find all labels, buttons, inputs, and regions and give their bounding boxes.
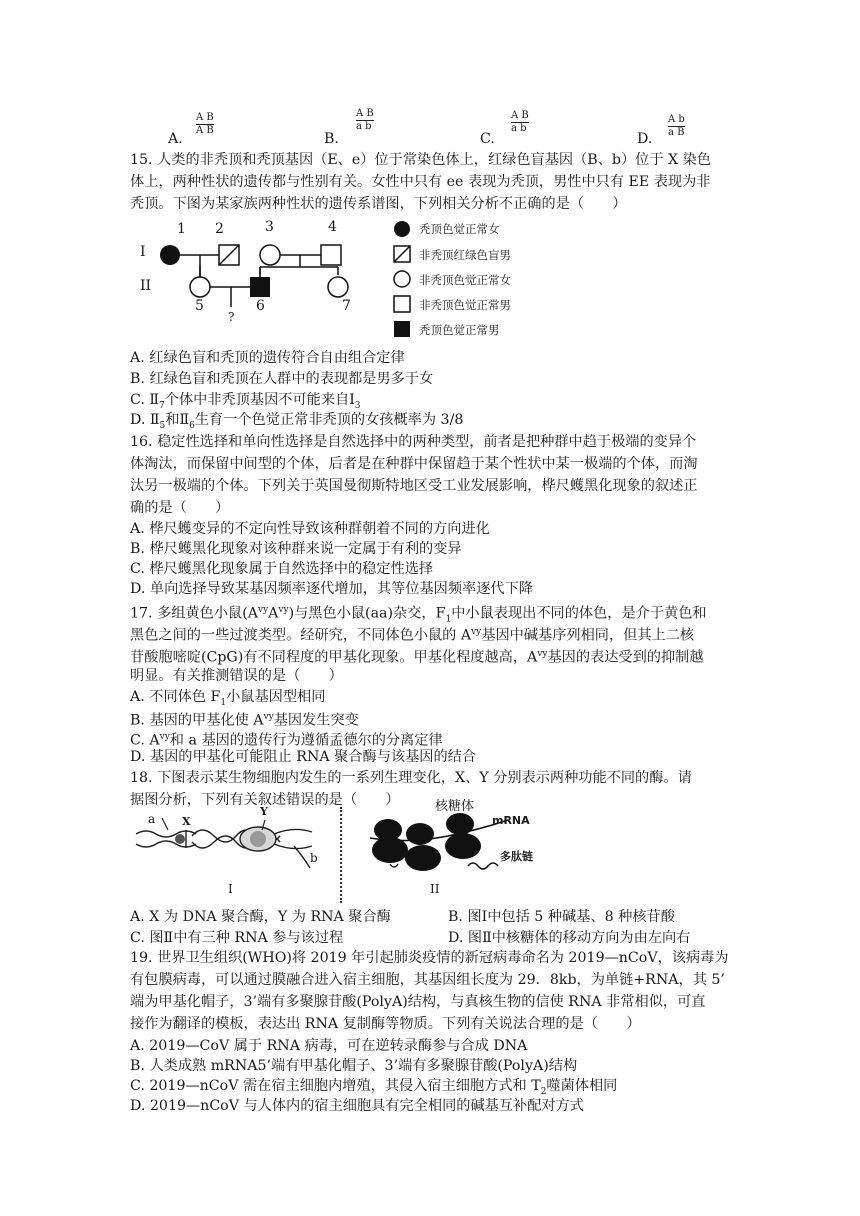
q14-option-d-label: D. xyxy=(637,131,653,147)
pedigree-individual-7 xyxy=(328,277,348,297)
q17-stem-3-part-2: 基因的表达受到的抑制越 xyxy=(547,649,704,666)
q17-stem-1-part-1: 17. 多组黄色小鼠(A xyxy=(130,605,258,622)
q15-stem-line-2: 体上，两种性状的遗传都与性别有关。女性中只有 ee 表现为秃顶，男性中只有 EE 表现为非 xyxy=(130,174,711,190)
q17-option-c-part-2: 和 a 基因的遗传行为遵循孟德尔的分离定律 xyxy=(169,732,443,749)
figure-I-dna-replication xyxy=(134,812,334,907)
q17-stem-1-sup-2: vy xyxy=(278,605,289,615)
q14-option-b-label: B. xyxy=(324,131,339,147)
figure-II-label-peptide: 多肽链 xyxy=(500,850,533,863)
figure-II-caption: II xyxy=(430,882,440,896)
q17-option-b-part-1: B. 基因的甲基化使 A xyxy=(130,712,264,729)
q17-option-c-sup: vy xyxy=(159,732,170,742)
q18-option-a: A. X 为 DNA 聚合酶，Y 为 RNA 聚合酶 xyxy=(130,909,391,925)
q17-stem-2-part-1: 黑色之间的一些过渡类型。经研究，不同体色小鼠的 A xyxy=(130,627,472,644)
q19-option-b: B. 人类成熟 mRNA5’端有甲基化帽子、3’端有多聚腺苷酸(PolyA)结构 xyxy=(130,1058,578,1074)
pedigree-individual-4 xyxy=(321,245,341,265)
pedigree-label-7: 7 xyxy=(342,298,351,314)
q17-option-a-sub: 1 xyxy=(220,697,227,708)
q19-option-c-sub: 2 xyxy=(540,1086,547,1097)
q15-option-d-part-2: 和Ⅱ xyxy=(165,412,190,428)
q15-option-c-part-1: C. Ⅱ xyxy=(130,392,160,408)
q17-option-a-part-2: 小鼠基因型相同 xyxy=(226,689,326,705)
q18-option-c: C. 图Ⅱ中有三种 RNA 参与该过程 xyxy=(130,930,344,946)
q16-option-a: A. 桦尺蠖变异的不定向性导致该种群朝着不同的方向进化 xyxy=(130,521,490,537)
q18-option-b: B. 图Ⅰ中包括 5 种碱基、8 种核苷酸 xyxy=(448,909,675,925)
q14-option-a-label: A. xyxy=(168,131,183,147)
figure-I-caption: I xyxy=(228,882,233,896)
q16-option-c: C. 桦尺蠖黑化现象属于自然选择中的稳定性选择 xyxy=(130,561,434,577)
legend-label-4: 非秃顶色觉正常男 xyxy=(419,298,511,312)
q15-option-d-part-1: D. Ⅱ xyxy=(130,412,160,428)
q19-option-c-part-2: 噬菌体相同 xyxy=(546,1078,618,1094)
q17-stem-line-4: 明显。有关推测错误的是（ ） xyxy=(130,668,343,684)
q17-stem-1-part-3: )与黑色小鼠(aa)杂交，F xyxy=(288,605,446,622)
q16-stem-line-2: 体淘汰，而保留中间型的个体，后者是在种群中保留趋于某个性状中某一极端的个体，而淘 xyxy=(130,456,698,472)
q15-option-c-sub-1: 7 xyxy=(159,400,165,411)
q19-option-c-part-1: C. 2019—nCoV 需在宿主细胞内增殖，其侵入宿主细胞方式和 T xyxy=(130,1078,541,1094)
figure-I-label-x: X xyxy=(182,815,191,828)
legend-open-square-icon xyxy=(394,296,410,312)
legend-label-5: 秃顶色觉正常男 xyxy=(419,323,500,337)
q19-option-d: D. 2019—nCoV 与人体内的宿主细胞具有完全相同的碱基互补配对方式 xyxy=(130,1098,584,1114)
legend-filled-circle-icon xyxy=(394,221,410,237)
q14-option-c-top: A B xyxy=(511,110,529,121)
q15-stem-line-1: 15. 人类的非秃顶和秃顶基因（E、e）位于常染色体上，红绿色盲基因（B、b）位于 X 染色 xyxy=(130,152,712,168)
q16-option-b: B. 桦尺蠖黑化现象对该种群来说一定属于有利的变异 xyxy=(130,541,462,557)
q14-option-a-top: A B xyxy=(196,112,214,123)
figure-I-label-y: Y xyxy=(260,805,268,818)
legend-symbols xyxy=(393,219,413,341)
q14-option-b-top: A B xyxy=(356,108,374,119)
q14-option-c-genotype xyxy=(511,110,529,134)
q15-option-d-sub-2: 6 xyxy=(189,420,195,431)
figure-II-label-ribosome: 核糖体 xyxy=(435,799,475,814)
q17-stem-1-part-2: A xyxy=(268,605,279,622)
q15-stem-line-3: 秃顶。下图为某家族两种性状的遗传系谱图，下列相关分析不正确的是（ ） xyxy=(130,196,627,212)
q14-option-d-bottom: a B xyxy=(668,127,685,138)
q17-stem-1-part-4: 中小鼠表现出不同的体色，是介于黄色和 xyxy=(451,605,707,622)
legend-label-3: 非秃顶色觉正常女 xyxy=(419,273,511,287)
q17-stem-2-part-2: 基因中碱基序列相同，但其上二核 xyxy=(481,627,695,644)
q19-option-a: A. 2019—CoV 属于 RNA 病毒，可在逆转录酶参与合成 DNA xyxy=(130,1038,528,1054)
figure-I-label-a: a xyxy=(148,812,156,826)
q17-stem-3-sup: vy xyxy=(537,649,548,659)
legend-open-circle-icon xyxy=(394,271,410,287)
pedigree-label-1: 1 xyxy=(177,221,186,237)
q15-option-d-part-3: 生育一个色觉正常非秃顶的女孩概率为 3/8 xyxy=(194,412,464,428)
q15-option-a: A. 红绿色盲和秃顶的遗传符合自由组合定律 xyxy=(130,350,405,366)
q17-stem-3-part-1: 苷酸胞嘧啶(CpG)有不同程度的甲基化现象。甲基化程度越高，A xyxy=(130,649,538,666)
q18-option-d: D. 图Ⅱ中核糖体的移动方向为由左向右 xyxy=(448,930,691,946)
q15-option-c-sub-2: 3 xyxy=(354,400,361,411)
q17-option-b-part-2: 基因发生突变 xyxy=(273,712,359,729)
q17-stem-line-2 xyxy=(130,622,740,646)
q15-option-c-part-2: 个体中非秃顶基因不可能来自Ⅰ xyxy=(164,392,355,408)
q18-stem-line-2: 据图分析，下列有关叙述错误的是（ ） xyxy=(130,792,400,808)
pedigree-individual-3 xyxy=(260,245,280,265)
q17-stem-line-3 xyxy=(130,644,740,668)
q14-option-c-label: C. xyxy=(480,131,495,147)
q19-stem-line-4: 接作为翻译的模板，表达出 RNA 复制酶等物质。下列有关说法合理的是（ ） xyxy=(130,1016,641,1032)
q14-option-d-top: A b xyxy=(668,114,685,125)
legend-filled-square-icon xyxy=(394,321,410,337)
q16-stem-line-1: 16. 稳定性选择和单向性选择是自然选择中的两种类型，前者是把种群中趋于极端的变异个 xyxy=(130,434,697,450)
q17-option-c-part-1: C. A xyxy=(130,732,160,749)
q14-option-d-genotype xyxy=(668,114,685,138)
figure-II-label-mrna: mRNA xyxy=(492,814,530,827)
q16-stem-line-4: 确的是（ ） xyxy=(130,500,230,516)
q14-option-b-bottom: a b xyxy=(356,120,374,132)
pedigree-individual-6 xyxy=(250,277,270,297)
q14-option-c-bottom: a b xyxy=(511,122,529,134)
q14-option-a-bottom: A B xyxy=(196,125,214,136)
q16-stem-line-3: 汰另一极端的个体。下列关于英国曼彻斯特地区受工业发展影响，桦尺蠖黑化现象的叙述正 xyxy=(130,478,698,494)
pedigree-label-5: 5 xyxy=(195,298,204,314)
figure-I-label-b: b xyxy=(310,851,318,865)
q17-stem-1-sup-1: vy xyxy=(257,605,269,615)
pedigree-unknown-child: ? xyxy=(228,310,235,324)
legend-label-1: 秃顶色觉正常女 xyxy=(419,222,500,236)
q19-stem-line-3: 端为甲基化帽子，3’端有多聚腺苷酸(PolyA)结构，与真核生物的信使 RNA 非常相似，可直 xyxy=(130,994,706,1010)
pedigree-individual-5 xyxy=(190,277,210,297)
q14-option-b-genotype xyxy=(356,108,374,132)
q19-stem-line-1: 19. 世界卫生组织(WHO)将 2019 年引起肺炎疫情的新冠病毒命名为 2019—nCoV，该病毒为 xyxy=(130,950,729,966)
q14-option-a-genotype xyxy=(196,112,214,136)
pedigree-generation-II: II xyxy=(140,278,152,294)
q17-stem-2-sup: vy xyxy=(471,627,482,637)
pedigree-individual-1 xyxy=(160,245,180,265)
pedigree-label-6: 6 xyxy=(256,298,265,314)
q16-option-d: D. 单向选择导致某基因频率逐代增加，其等位基因频率逐代下降 xyxy=(130,581,533,597)
legend-label-2: 非秃顶红绿色盲男 xyxy=(419,248,511,262)
q17-stem-1-sub: 1 xyxy=(445,614,452,625)
q19-stem-line-2: 有包膜病毒，可以通过膜融合进入宿主细胞，其基因组长度为 29．8kb，为单链+RNA，其 5’ xyxy=(130,972,725,988)
q15-option-b: B. 红绿色盲和秃顶在人群中的表现都是男多于女 xyxy=(130,371,434,387)
q15-option-d-sub-1: 5 xyxy=(159,420,166,431)
q18-stem-line-1: 18. 下图表示某生物细胞内发生的一系列生理变化，X、Y 分别表示两种功能不同的酶。请 xyxy=(130,770,692,786)
q17-option-b-sup: vy xyxy=(263,712,274,722)
pedigree-generation-I: I xyxy=(140,244,146,260)
pedigree-label-3: 3 xyxy=(265,219,274,235)
q17-option-a-part-1: A. 不同体色 F xyxy=(130,689,221,705)
q17-option-d: D. 基因的甲基化可能阻止 RNA 聚合酶与该基因的结合 xyxy=(130,749,477,765)
pedigree-label-2: 2 xyxy=(215,221,224,237)
pedigree-label-4: 4 xyxy=(328,219,337,235)
figure-divider xyxy=(340,807,342,903)
